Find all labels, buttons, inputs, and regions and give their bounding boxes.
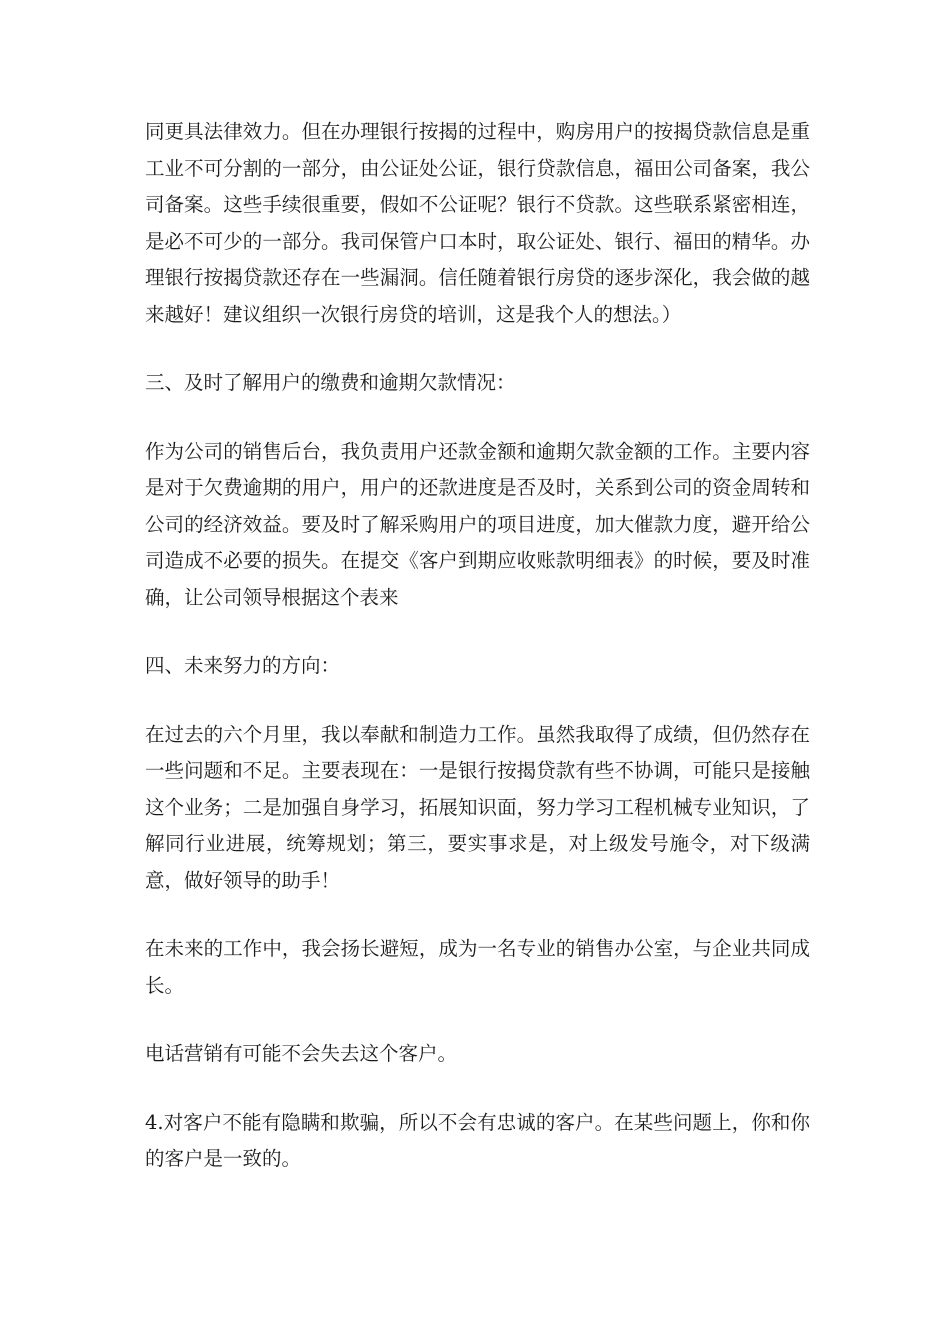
paragraph-bank-mortgage: 同更具法律效力。但在办理银行按揭的过程中，购房用户的按揭贷款信息是重工业不可分割的一部分，由公证处公证，银行贷款信息，福田公司备案，我公司备案。这些手续很重要，假如不公证呢？银行不贷款。这些联系紧密相连，是必不可少的一部分。我司保管户口本时，取公证处、银行、福田的精华。办理银行按揭贷款还存在一些漏洞。信任随着银行房贷的逐步深化，我会做的越来越好！建议组织一次银行房贷的培训，这是我个人的想法。） [145,120,810,326]
document-body [145,114,810,1210]
paragraph-telemarketing: 电话营销有可能不会失去这个客户。 [145,1042,458,1065]
section-heading-4: 四、未来努力的方向： [145,654,341,677]
paragraph-future-work: 在未来的工作中，我会扬长避短，成为一名专业的销售办公室，与企业共同成长。 [145,937,810,997]
paragraph-payment-overdue: 作为公司的销售后台，我负责用户还款金额和逾期欠款金额的工作。主要内容是对于欠费逾期的用户，用户的还款进度是否及时，关系到公司的资金周转和公司的经济效益。要及时了解采购用户的项目进度，加大催款力度，避开给公司造成不必要的损失。在提交《客户到期应收账款明细表》的时候，要及时准确，让公司领导根据这个表来 [145,439,810,609]
section-heading-3: 三、及时了解用户的缴费和逾期欠款情况： [145,371,516,394]
paragraph-customer-honesty: 4.对客户不能有隐瞒和欺骗，所以不会有忠诚的客户。在某些问题上，你和你的客户是一致的。 [145,1110,810,1170]
paragraph-future-direction: 在过去的六个月里，我以奉献和制造力工作。虽然我取得了成绩，但仍然存在一些问题和不足。主要表现在：一是银行按揭贷款有些不协调，可能只是接触这个业务；二是加强自身学习，拓展知识面，努力学习工程机械专业知识，了解同行业进展，统筹规划；第三，要实事求是，对上级发号施令，对下级满意，做好领导的助手！ [145,722,810,892]
